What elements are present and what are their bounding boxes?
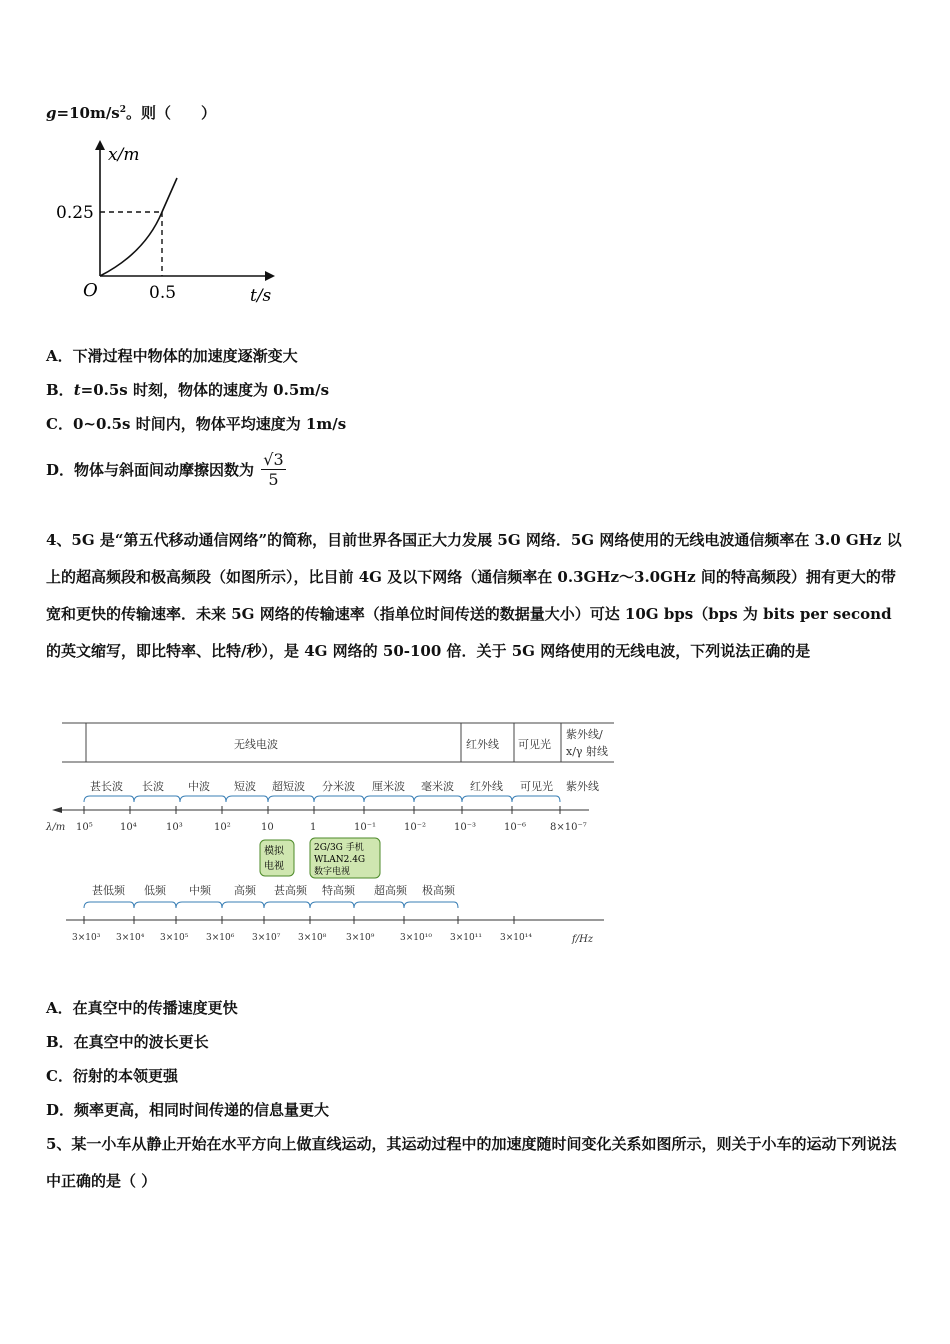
header-xray: x/γ 射线 [566, 745, 608, 758]
freq-tick: 3×10¹¹ [450, 933, 482, 943]
q3-option-d-text: D．物体与斜面间动摩擦因数为 [46, 461, 255, 479]
freq-tick: 3×10⁹ [346, 933, 375, 943]
freq-band: 极高频 [422, 884, 455, 897]
band-ir: 红外线 [470, 780, 503, 793]
band-sw: 短波 [234, 780, 256, 793]
freq-tick: 3×10¹⁴ [500, 933, 532, 943]
band-mm: 毫米波 [421, 780, 454, 793]
band-cm: 厘米波 [372, 780, 405, 793]
x-axis-label: t/s [250, 286, 272, 306]
q4-option-a: A．在真空中的传播速度更快 [46, 999, 238, 1017]
band-lw: 长波 [142, 780, 164, 793]
fraction [261, 450, 285, 489]
q4-stem: 4、5G 是“第五代移动通信网络”的简称，目前世界各国正大力发展 5G 网络．5G 网络使用的无线电波通信频率在 3.0 GHz 以上的超高频段和极高频段（如图所示），比目前 4G 及以下网络（通信频率在 0.3GHz～3.0GHz 间的特高频段）拥有更大的带宽和更快的传输速率．未来 5G 网络的传输速率（指单位时间传送的数据量大小）可达 10G bps（bps 为 bits per second 的英文缩写，即比特率、比特/秒），是 4G 网络的 50-100 倍．关于 5G 网络使用的无线电波，下列说法正确的是 [46, 531, 902, 660]
band-usw: 超短波 [272, 780, 305, 793]
freq-tick: 3×10⁸ [298, 933, 327, 943]
spectrum-diagram [44, 718, 624, 950]
bubble-digital-line1: 2G/3G 手机 [314, 843, 364, 853]
q5-stem: 5、某一小车从静止开始在水平方向上做直线运动，其运动过程中的加速度随时间变化关系如图所示，则关于小车的运动下列说法中正确的是（ ） [46, 1135, 897, 1190]
wavelength-axis-arrow [52, 807, 62, 813]
origin-label: O [83, 280, 98, 301]
bubble-digital-line2: WLAN2.4G [314, 855, 366, 865]
x-axis-arrow [95, 140, 105, 150]
lambda-tick: 10³ [166, 822, 183, 833]
xt-graph [50, 138, 280, 308]
freq-tick: 3×10⁵ [160, 933, 189, 943]
x-tick-label: 0.5 [149, 283, 177, 303]
lambda-tick: 10² [214, 822, 231, 833]
band-dm: 分米波 [322, 780, 355, 793]
freq-band: 甚高频 [274, 884, 307, 897]
q3-option-d [46, 450, 286, 489]
freq-band: 高频 [234, 884, 256, 897]
freq-band-braces [84, 902, 458, 908]
question-condition [46, 102, 216, 123]
lambda-tick: 10⁻² [404, 822, 427, 833]
lambda-tick: 8×10⁻⁷ [550, 822, 587, 833]
freq-tick: 3×10³ [72, 933, 101, 943]
frequency-label: f/Hz [572, 934, 594, 945]
freq-tick: 3×10⁷ [252, 933, 281, 943]
band-uv: 紫外线 [566, 780, 599, 793]
t-axis-arrow [265, 271, 275, 281]
band-vis: 可见光 [520, 780, 553, 793]
g-symbol: g [46, 104, 57, 122]
lambda-tick: 10⁻¹ [354, 822, 377, 833]
bubble-digital-line3: 数字电视 [314, 867, 351, 877]
q3-option-b [46, 379, 329, 400]
bubble-analog-line1: 模拟 [264, 846, 284, 857]
q3-option-b-var: t [73, 381, 81, 399]
lambda-tick: 10⁻⁶ [504, 822, 527, 833]
y-axis-label: x/m [108, 145, 140, 165]
question-bracket: 。则（ ） [126, 104, 217, 122]
bubble-analog-line2: 电视 [264, 861, 284, 872]
header-uv: 紫外线/ [566, 728, 603, 741]
q4-option-d: D．频率更高，相同时间传递的信息量更大 [46, 1101, 330, 1119]
freq-band: 甚低频 [92, 884, 125, 897]
y-tick-label: 0.25 [56, 203, 94, 223]
band-vlw: 甚长波 [90, 780, 123, 793]
g-value: =10m/s [56, 104, 120, 122]
header-visible: 可见光 [518, 738, 551, 751]
lambda-tick: 10⁵ [76, 822, 93, 833]
q4-option-b: B．在真空中的波长更长 [46, 1033, 209, 1051]
q3-option-b-text: =0.5s 时刻，物体的速度为 0.5m/s [80, 381, 330, 399]
header-infrared: 红外线 [466, 738, 499, 751]
freq-band: 特高频 [322, 884, 355, 897]
q3-option-a: A．下滑过程中物体的加速度逐渐变大 [46, 347, 298, 365]
q3-option-b-prefix: B． [46, 381, 74, 399]
lambda-tick: 10⁻³ [454, 822, 477, 833]
freq-tick: 3×10⁴ [116, 933, 145, 943]
lambda-tick: 10 [261, 822, 274, 833]
fraction-numerator: √3 [263, 450, 284, 469]
q4-option-c: C．衍射的本领更强 [46, 1067, 178, 1085]
g-exponent: 2 [119, 105, 127, 115]
freq-band: 中频 [189, 884, 211, 897]
lambda-tick: 10⁴ [120, 822, 137, 833]
freq-band: 超高频 [374, 884, 407, 897]
freq-band: 低频 [144, 884, 166, 897]
wavelength-label: λ/m [46, 822, 66, 833]
xt-curve [100, 178, 177, 276]
band-mw: 中波 [188, 780, 210, 793]
lambda-tick: 1 [310, 822, 317, 833]
q3-option-c: C．0~0.5s 时间内，物体平均速度为 1m/s [46, 415, 347, 433]
freq-tick: 3×10¹⁰ [400, 933, 432, 943]
wave-band-braces [84, 796, 560, 802]
freq-tick: 3×10⁶ [206, 933, 235, 943]
header-radio: 无线电波 [234, 738, 278, 751]
fraction-denominator: 5 [268, 470, 279, 489]
